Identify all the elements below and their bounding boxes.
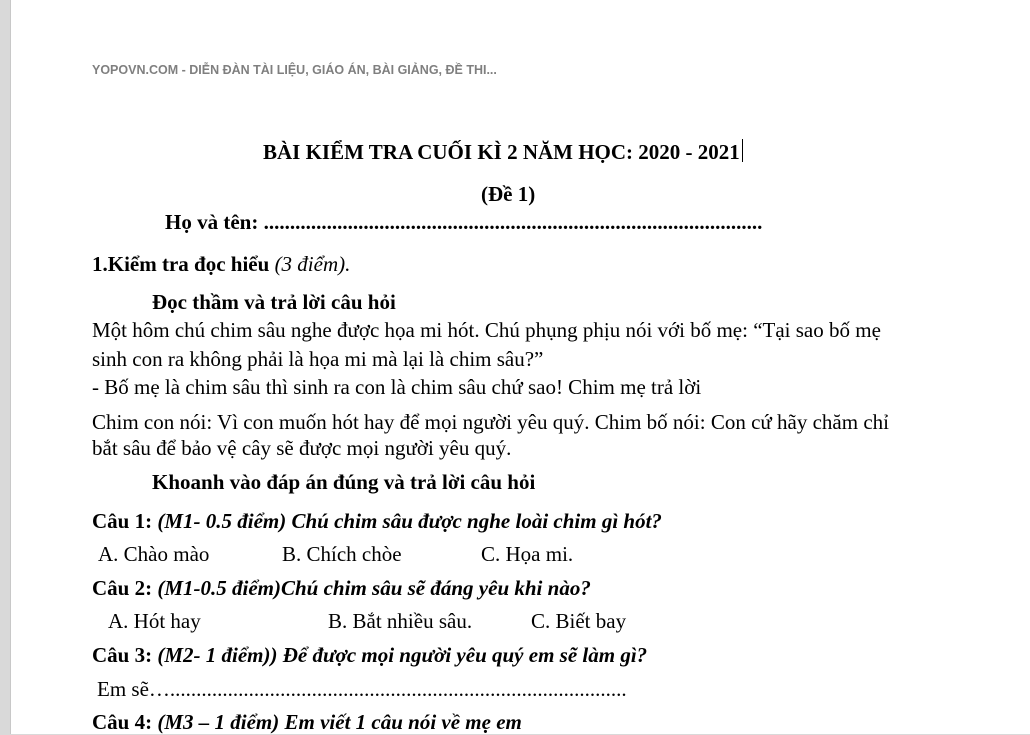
answer-line: Em sẽ…....................................................................................... [97,677,627,701]
question-text: Để được mọi người yêu quý em sẽ làm gì? [277,643,648,667]
question-label: Câu 1: [92,509,158,533]
question-meta: (M2- 1 điểm)) [157,643,278,667]
question-2 [92,576,591,601]
passage-line: Một hôm chú chim sâu nghe được họa mi hót. Chú phụng phịu nói với bố mẹ: “Tại sao bố mẹ [92,318,881,342]
option-c: C. Họa mi. [481,542,574,566]
text-cursor [742,139,743,162]
passage-line: sinh con ra không phải là họa mi mà lại là chim sâu?” [92,347,544,371]
option-c: C. Biết bay [531,609,627,633]
passage-line: Chim con nói: Vì con muốn hót hay để mọi người yêu quý. Chim bố nói: Con cứ hãy chăm chỉ [92,410,889,434]
question-label: Câu 2: [92,576,158,600]
title-text: BÀI KIỂM TRA CUỐI KÌ 2 NĂM HỌC: 2020 - 2021 [263,140,740,164]
header-note: YOPOVN.COM - DIỄN ĐÀN TÀI LIỆU, GIÁO ÁN, BÀI GIẢNG, ĐỀ THI... [92,63,497,77]
question-label: Câu 3: [92,643,158,667]
passage-line: bắt sâu để bảo vệ cây sẽ được mọi người yêu quý. [92,436,512,460]
reading-heading: Đọc thầm và trả lời câu hỏi [152,290,396,314]
option-b: B. Bắt nhiều sâu. [328,609,473,633]
question-meta: (M1-0.5 điểm) [157,576,281,600]
student-name-line: Họ và tên: ............................................................................................... [165,210,763,234]
exam-variant: (Đề 1) [481,182,536,206]
question-text: Chú chim sâu được nghe loài chim gì hót? [286,509,662,533]
question-meta: (M1- 0.5 điểm) [157,509,287,533]
option-a: A. Hót hay [108,609,201,633]
document-page [10,0,1030,734]
question-1 [92,509,662,534]
passage-line: - Bố mẹ là chim sâu thì sinh ra con là chim sâu chứ sao! Chim mẹ trả lời [92,375,702,399]
answer-heading: Khoanh vào đáp án đúng và trả lời câu hỏi [152,470,536,494]
question-text: Em viết 1 câu nói về mẹ em [279,710,522,734]
question-text: Chú chim sâu sẽ đáng yêu khi nào? [281,576,591,600]
section-points: (3 điểm). [274,252,351,276]
question-meta: (M3 – 1 điểm) [157,710,280,734]
question-3 [92,643,647,668]
option-a: A. Chào mào [98,542,210,566]
page-title [263,139,743,165]
section-heading [92,252,350,277]
option-b: B. Chích chòe [282,542,402,566]
question-4 [92,710,522,735]
question-label: Câu 4: [92,710,158,734]
section-label: 1.Kiểm tra đọc hiểu [92,252,270,276]
